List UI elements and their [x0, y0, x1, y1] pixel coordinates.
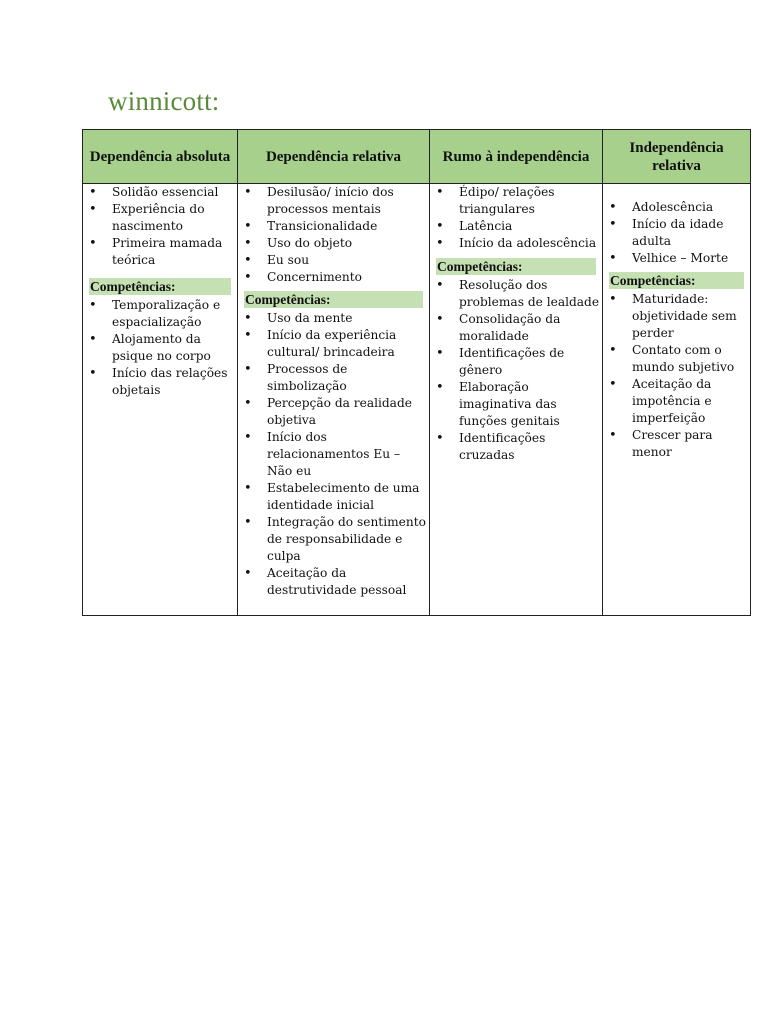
header-rumo-independencia: Rumo à independência — [430, 130, 603, 184]
list-item: • Eu sou — [238, 252, 429, 269]
list-item: • Processos de simbolização — [238, 361, 429, 395]
column-rumo-independencia — [430, 184, 603, 616]
list-item: • Início da idade adulta — [603, 216, 750, 250]
list-item: • Contato com o mundo subjetivo — [603, 342, 750, 376]
list-item: • Solidão essencial — [83, 184, 237, 201]
list-item: • Édipo/ relações triangulares — [430, 184, 602, 218]
column-dependencia-relativa — [238, 184, 430, 616]
competencias-list — [603, 291, 750, 461]
column-independencia-relativa — [603, 184, 751, 616]
list-item: • Integração do sentimento de responsabilidade e culpa — [238, 514, 429, 565]
stage-items-list — [238, 184, 429, 286]
list-item: • Concernimento — [238, 269, 429, 286]
list-item: • Temporalização e espacialização — [83, 297, 237, 331]
stage-items-list — [603, 199, 750, 267]
list-item: • Aceitação da impotência e imperfeição — [603, 376, 750, 427]
header-dependencia-absoluta: Dependência absoluta — [83, 130, 238, 184]
list-item: • Uso da mente — [238, 310, 429, 327]
stage-items-list — [83, 184, 237, 269]
list-item: • Identificações de gênero — [430, 345, 602, 379]
list-item: • Alojamento da psique no corpo — [83, 331, 237, 365]
list-item: • Transicionalidade — [238, 218, 429, 235]
list-item: • Início dos relacionamentos Eu – Não eu — [238, 429, 429, 480]
list-item: • Experiência do nascimento — [83, 201, 237, 235]
competencias-list — [238, 310, 429, 599]
list-item: • Crescer para menor — [603, 427, 750, 461]
list-item: • Latência — [430, 218, 602, 235]
header-dependencia-relativa: Dependência relativa — [238, 130, 430, 184]
development-stages-table — [82, 129, 751, 616]
competencias-list — [83, 297, 237, 399]
list-item: • Início da experiência cultural/ brincadeira — [238, 327, 429, 361]
stage-items-list — [430, 184, 602, 252]
list-item: • Identificações cruzadas — [430, 430, 602, 464]
header-independencia-relativa: Independência relativa — [603, 130, 751, 184]
list-item: • Adolescência — [603, 199, 750, 216]
header-row — [83, 130, 751, 184]
column-dependencia-absoluta — [83, 184, 238, 616]
competencias-label: Competências: — [436, 258, 596, 275]
competencias-label: Competências: — [609, 272, 744, 289]
competencias-label: Competências: — [89, 278, 231, 295]
list-item: • Elaboração imaginativa das funções genitais — [430, 379, 602, 430]
list-item: • Velhice – Morte — [603, 250, 750, 267]
list-item: • Estabelecimento de uma identidade inicial — [238, 480, 429, 514]
list-item: • Desilusão/ início dos processos mentais — [238, 184, 429, 218]
list-item: • Percepção da realidade objetiva — [238, 395, 429, 429]
list-item: • Início da adolescência — [430, 235, 602, 252]
list-item: • Resolução dos problemas de lealdade — [430, 277, 602, 311]
competencias-label: Competências: — [244, 291, 423, 308]
list-item: • Primeira mamada teórica — [83, 235, 237, 269]
list-item: • Uso do objeto — [238, 235, 429, 252]
list-item: • Consolidação da moralidade — [430, 311, 602, 345]
page-title: winnicott: — [108, 86, 220, 116]
list-item: • Aceitação da destrutividade pessoal — [238, 565, 429, 599]
competencias-list — [430, 277, 602, 464]
list-item: • Início das relações objetais — [83, 365, 237, 399]
list-item: • Maturidade: objetividade sem perder — [603, 291, 750, 342]
content-row — [83, 184, 751, 616]
